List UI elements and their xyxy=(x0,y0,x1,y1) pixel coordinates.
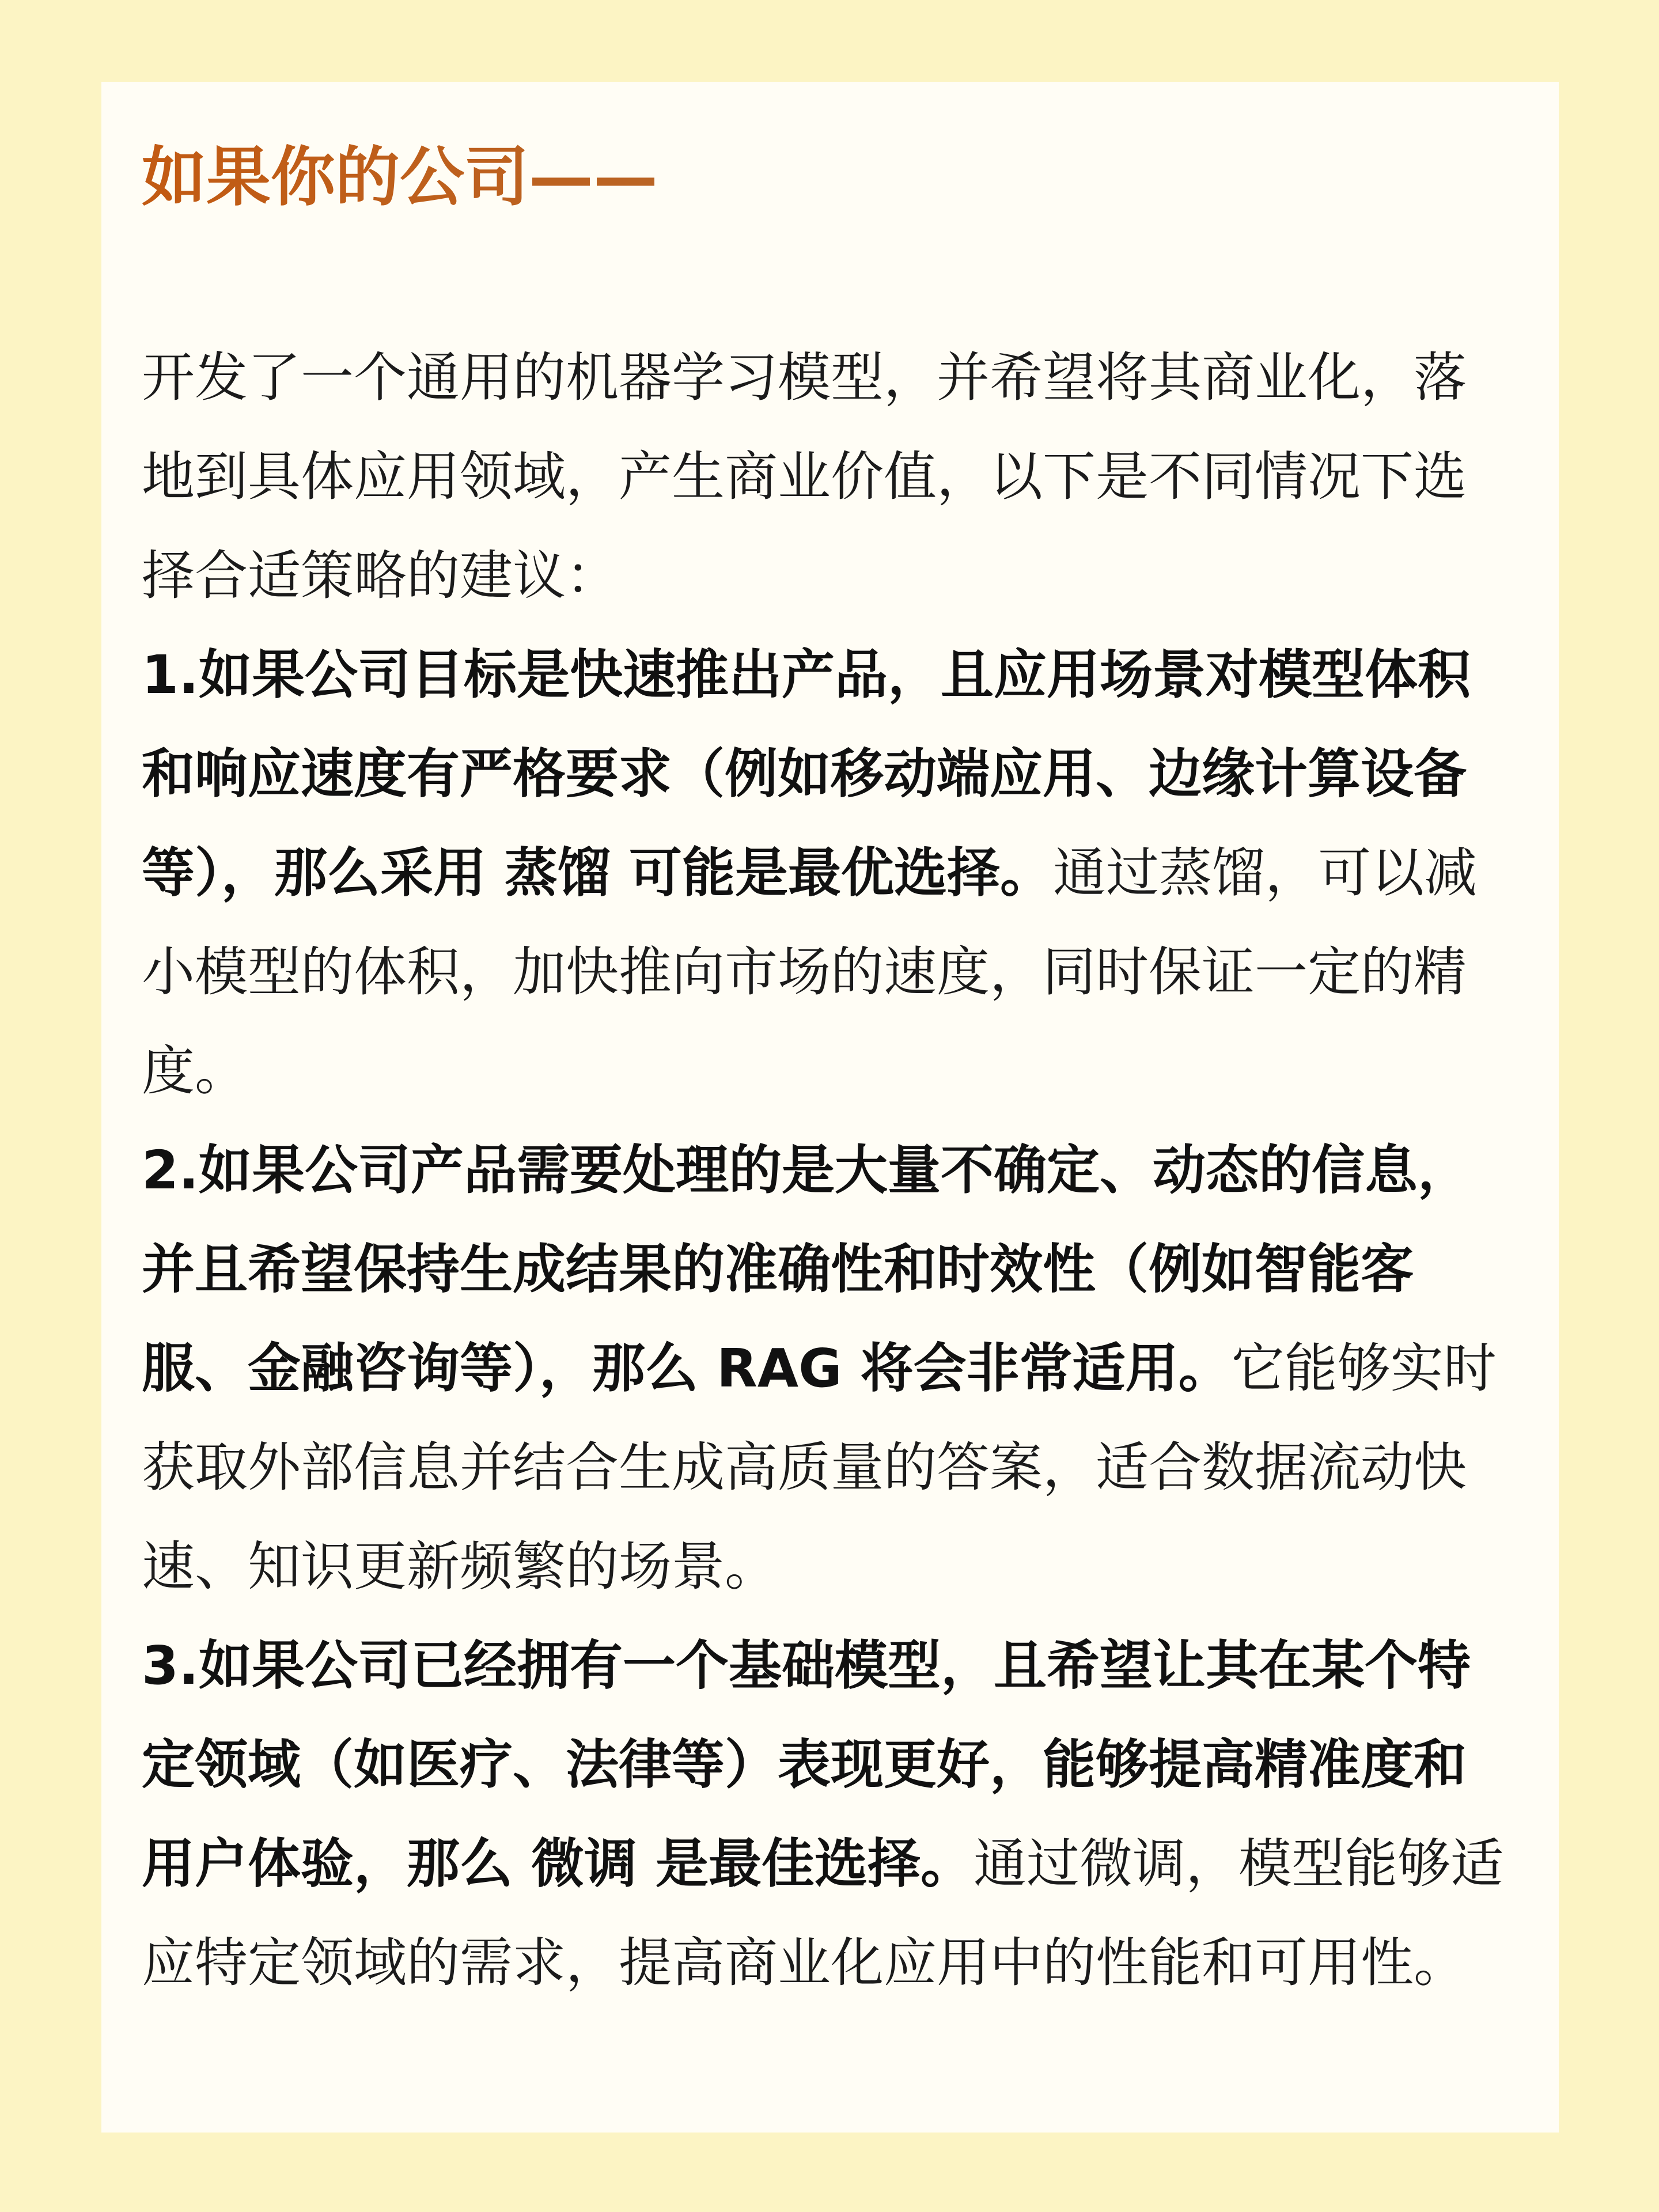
suggestion-item-3 xyxy=(142,1616,1513,2013)
page-title: 如果你的公司—— xyxy=(142,137,1518,218)
content-card xyxy=(101,82,1559,2133)
suggestion-1-condition: 1.如果公司目标是快速推出产品，且应用场景对模型体积和响应速度有严格要求（例如移动端应用、边缘计算设备等），那么采用 蒸馏 可能是最优选择。 xyxy=(142,644,1471,904)
suggestion-item-1 xyxy=(142,626,1513,1121)
article-body xyxy=(142,328,1518,2013)
suggestion-3-explanation: 通过微调，模型能够适应特定领域的需求，提高商业化应用中的性能和可用性。 xyxy=(142,1833,1504,1994)
suggestion-item-2 xyxy=(142,1121,1513,1616)
suggestion-2-explanation: 它能够实时获取外部信息并结合生成高质量的答案，适合数据流动快速、知识更新频繁的场景。 xyxy=(142,1338,1497,1597)
intro-paragraph: 开发了一个通用的机器学习模型，并希望将其商业化，落地到具体应用领域，产生商业价值，以下是不同情况下选择合适策略的建议： xyxy=(142,347,1467,607)
suggestion-2-condition: 2.如果公司产品需要处理的是大量不确定、动态的信息，并且希望保持生成结果的准确性和时效性（例如智能客服、金融咨询等），那么 RAG 将会非常适用。 xyxy=(142,1139,1471,1399)
suggestion-3-condition: 3.如果公司已经拥有一个基础模型，且希望让其在某个特定领域（如医疗、法律等）表现更好，能够提高精准度和用户体验，那么 微调 是最佳选择。 xyxy=(142,1635,1471,1895)
suggestion-1-explanation: 通过蒸馏，可以减小模型的体积，加快推向市场的速度，同时保证一定的精度。 xyxy=(142,842,1478,1102)
